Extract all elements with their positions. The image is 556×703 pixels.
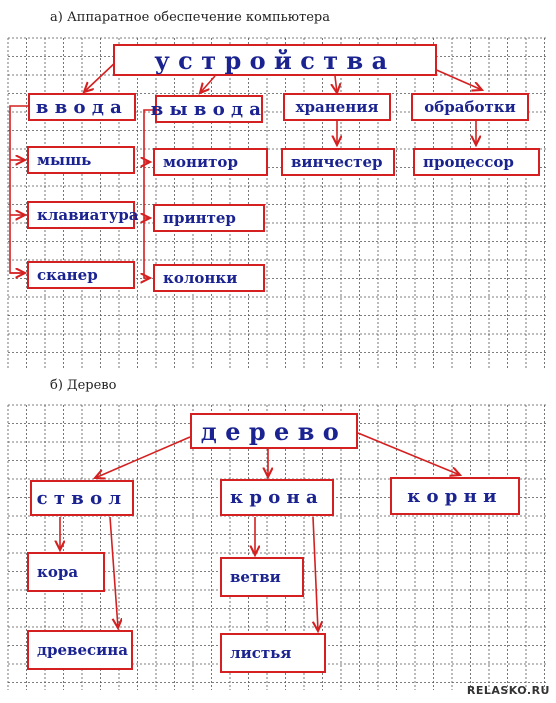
node-hdd: винчестер [281, 148, 395, 176]
node-devices-root: устройства [113, 44, 437, 76]
node-cpu: процессор [413, 148, 540, 176]
node-scanner: сканер [27, 261, 135, 289]
node-roots: корни [390, 477, 520, 515]
node-speakers: колонки [153, 264, 265, 292]
node-storage: хранения [283, 93, 391, 121]
node-printer: принтер [153, 204, 265, 232]
section-a-caption: а) Аппаратное обеспечение компьютера [50, 10, 330, 25]
arrow-to-wood [110, 517, 118, 628]
node-bark: кора [27, 552, 105, 592]
node-monitor: монитор [153, 148, 268, 176]
watermark: RELASKO.RU [466, 684, 550, 697]
node-leaves: листья [220, 633, 326, 673]
node-branches: ветви [220, 557, 304, 597]
arrow-root-to-output [200, 76, 215, 93]
arrow-input-bracket [10, 106, 28, 273]
node-processing: обработки [411, 93, 529, 121]
node-keyboard: клавиатура [27, 201, 135, 229]
node-tree-root: дерево [190, 413, 358, 449]
arrow-tree-to-roots [358, 433, 460, 475]
node-wood: древесина [27, 630, 133, 670]
node-input: ввода [28, 93, 136, 121]
node-mouse: мышь [27, 146, 135, 174]
arrow-output-bracket [144, 110, 155, 278]
arrow-to-leaves [313, 517, 318, 631]
node-output: вывода [155, 95, 263, 123]
arrow-tree-to-trunk [95, 437, 190, 478]
section-b-caption: б) Дерево [50, 378, 117, 393]
node-trunk: ствол [30, 480, 134, 516]
node-crown: крона [220, 479, 334, 516]
arrow-root-to-processing [432, 68, 482, 90]
arrow-root-to-storage [335, 76, 337, 93]
